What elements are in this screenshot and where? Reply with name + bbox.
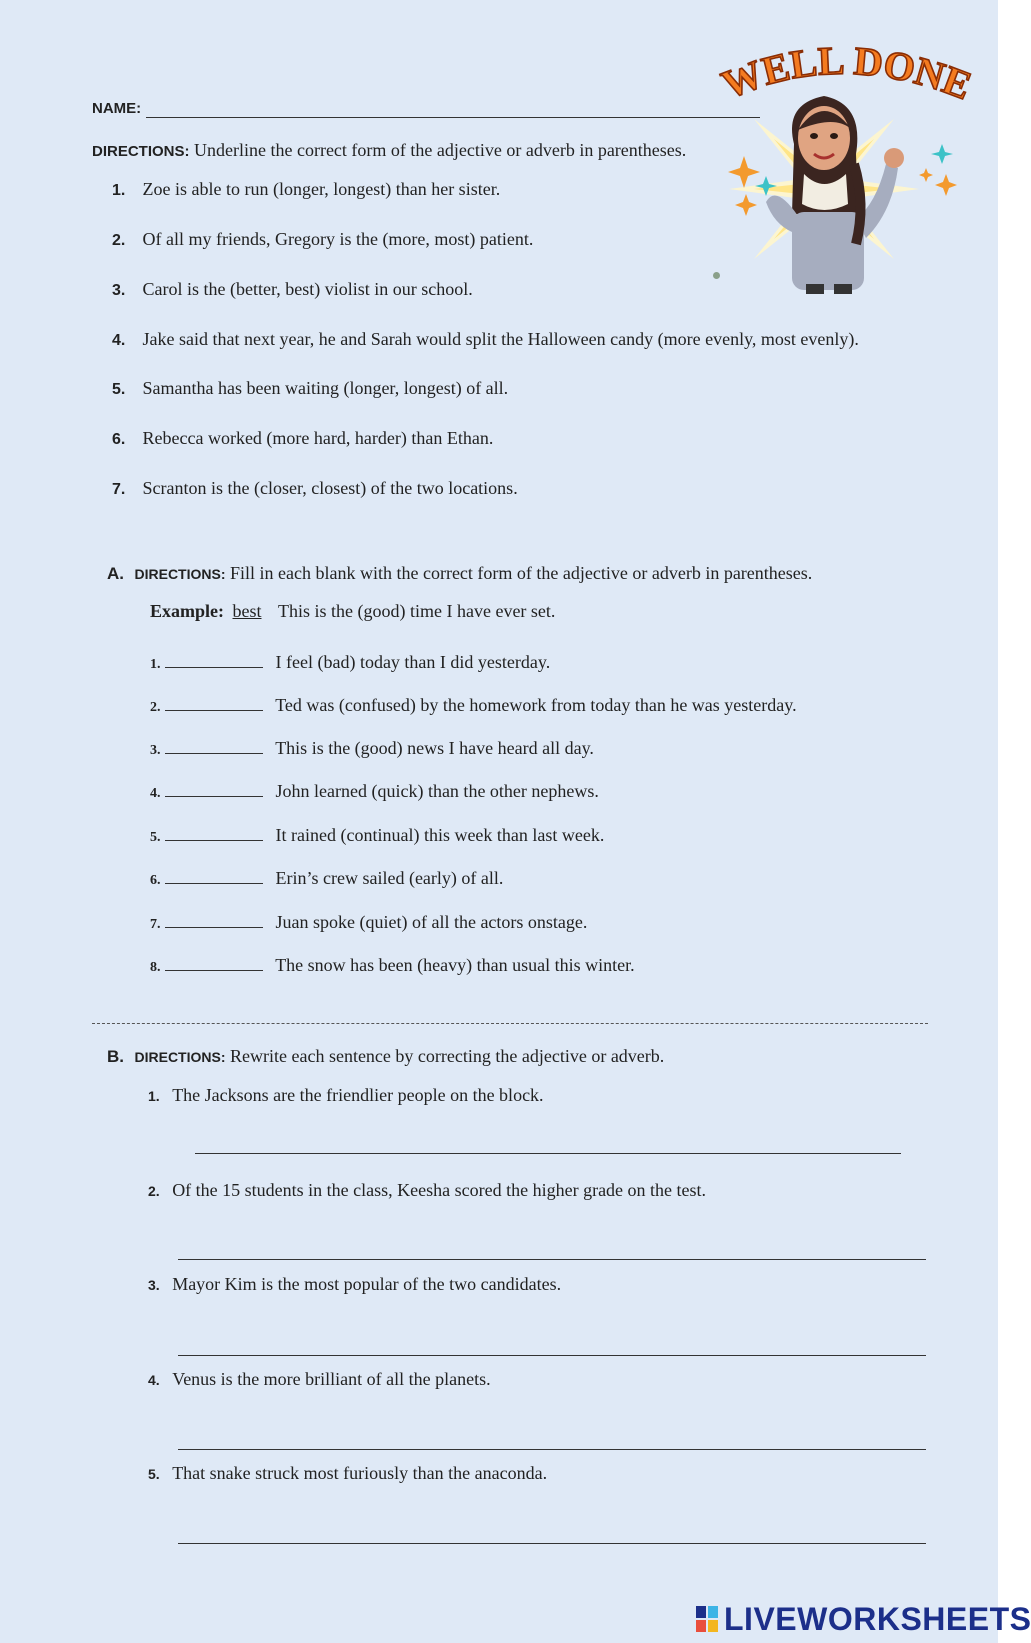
part1-item [112, 279, 473, 300]
example-text: This is the (good) time I have ever set. [278, 601, 556, 621]
part1-item [112, 179, 500, 200]
partA-item [150, 695, 797, 716]
rewrite-answer-line[interactable] [178, 1449, 926, 1450]
item-text[interactable]: Of all my friends, Gregory is the (more, most) patient. [142, 229, 534, 249]
partA-item [150, 955, 635, 976]
item-text: This is the (good) news I have heard all day. [275, 738, 594, 758]
answer-blank[interactable] [165, 739, 263, 754]
partA-example [150, 601, 555, 622]
item-number: 1. [150, 657, 161, 672]
item-number: 2. [112, 232, 126, 249]
partB-item [148, 1180, 706, 1201]
section-divider [92, 1023, 928, 1024]
directions-text: Fill in each blank with the correct form of the adjective or adverb in parentheses. [225, 563, 813, 583]
example-label: Example: [150, 601, 224, 621]
item-text[interactable]: Scranton is the (closer, closest) of the two locations. [142, 478, 518, 498]
partA-item [150, 652, 550, 673]
item-text[interactable]: Carol is the (better, best) violist in our school. [142, 279, 473, 299]
item-number: 7. [112, 481, 126, 498]
item-text: John learned (quick) than the other nephews. [275, 781, 599, 801]
partA-letter: A. [107, 564, 124, 583]
part1-item [112, 329, 859, 350]
item-text: Erin’s crew sailed (early) of all. [275, 868, 504, 888]
example-answer: best [232, 601, 262, 621]
item-number: 5. [148, 1466, 160, 1482]
answer-blank[interactable] [165, 696, 263, 711]
answer-blank[interactable] [165, 782, 263, 797]
partB-item [148, 1085, 544, 1106]
rewrite-answer-line[interactable] [178, 1543, 926, 1544]
partB-item [148, 1463, 547, 1484]
name-label: NAME: [92, 100, 142, 117]
item-number: 4. [148, 1372, 160, 1388]
item-number: 5. [112, 381, 126, 398]
item-number: 5. [150, 830, 161, 845]
item-text: It rained (continual) this week than last week. [275, 825, 605, 845]
item-text: I feel (bad) today than I did yesterday. [275, 652, 551, 672]
item-number: 6. [150, 873, 161, 888]
answer-blank[interactable] [165, 956, 263, 971]
partB-directions [107, 1046, 664, 1067]
directions-label: DIRECTIONS: [134, 566, 226, 582]
item-number: 1. [112, 182, 126, 199]
item-text: Mayor Kim is the most popular of the two candidates. [172, 1274, 562, 1294]
rewrite-answer-line[interactable] [178, 1355, 926, 1356]
item-number: 7. [150, 917, 161, 932]
item-text: Juan spoke (quiet) of all the actors onstage. [275, 912, 588, 932]
part1-directions [92, 140, 686, 161]
part1-item [112, 428, 493, 449]
item-text[interactable]: Jake said that next year, he and Sarah would split the Halloween candy (more evenly, most evenly). [142, 329, 859, 349]
partA-item [150, 912, 587, 933]
rewrite-answer-line[interactable] [195, 1153, 901, 1154]
answer-blank[interactable] [165, 826, 263, 841]
well-done-badge [706, 34, 980, 294]
rewrite-answer-line[interactable] [178, 1259, 926, 1260]
item-text: The Jacksons are the friendlier people on the block. [172, 1085, 544, 1105]
item-number: 3. [150, 743, 161, 758]
item-text: The snow has been (heavy) than usual this winter. [275, 955, 635, 975]
item-text[interactable]: Samantha has been waiting (longer, longest) of all. [142, 378, 509, 398]
item-text: Venus is the more brilliant of all the planets. [172, 1369, 491, 1389]
part1-item [112, 378, 508, 399]
directions-label: DIRECTIONS: [92, 143, 190, 160]
partA-item [150, 781, 599, 802]
item-number: 4. [150, 786, 161, 801]
name-input-line[interactable] [146, 117, 760, 118]
partA-item [150, 868, 503, 889]
part1-item [112, 229, 533, 250]
item-number: 3. [112, 282, 126, 299]
item-text: Of the 15 students in the class, Keesha scored the higher grade on the test. [172, 1180, 707, 1200]
logo-blocks-icon [696, 1606, 720, 1634]
item-text[interactable]: Rebecca worked (more hard, harder) than Ethan. [142, 428, 494, 448]
partB-item [148, 1369, 491, 1390]
partB-item [148, 1274, 561, 1295]
partA-item [150, 738, 594, 759]
item-number: 3. [148, 1277, 160, 1293]
item-text: That snake struck most furiously than the anaconda. [172, 1463, 548, 1483]
item-number: 4. [112, 332, 126, 349]
badge-text: WELL DONE [715, 37, 978, 109]
brand-text: LIVEWORKSHEETS [724, 1601, 1031, 1637]
answer-blank[interactable] [165, 913, 263, 928]
part1-item [112, 478, 518, 499]
liveworksheets-logo[interactable] [696, 1601, 1031, 1638]
item-number: 1. [148, 1088, 160, 1104]
answer-blank[interactable] [165, 869, 263, 884]
directions-text: Rewrite each sentence by correcting the adjective or adverb. [225, 1046, 665, 1066]
item-text: Ted was (confused) by the homework from today than he was yesterday. [275, 695, 797, 715]
item-number: 2. [150, 700, 161, 715]
partB-letter: B. [107, 1047, 124, 1066]
item-text[interactable]: Zoe is able to run (longer, longest) than her sister. [142, 179, 501, 199]
answer-blank[interactable] [165, 653, 263, 668]
item-number: 2. [148, 1183, 160, 1199]
item-number: 8. [150, 960, 161, 975]
partA-directions [107, 563, 812, 584]
partA-item [150, 825, 604, 846]
directions-text: Underline the correct form of the adjective or adverb in parentheses. [189, 140, 687, 160]
directions-label: DIRECTIONS: [134, 1049, 226, 1065]
item-number: 6. [112, 431, 126, 448]
